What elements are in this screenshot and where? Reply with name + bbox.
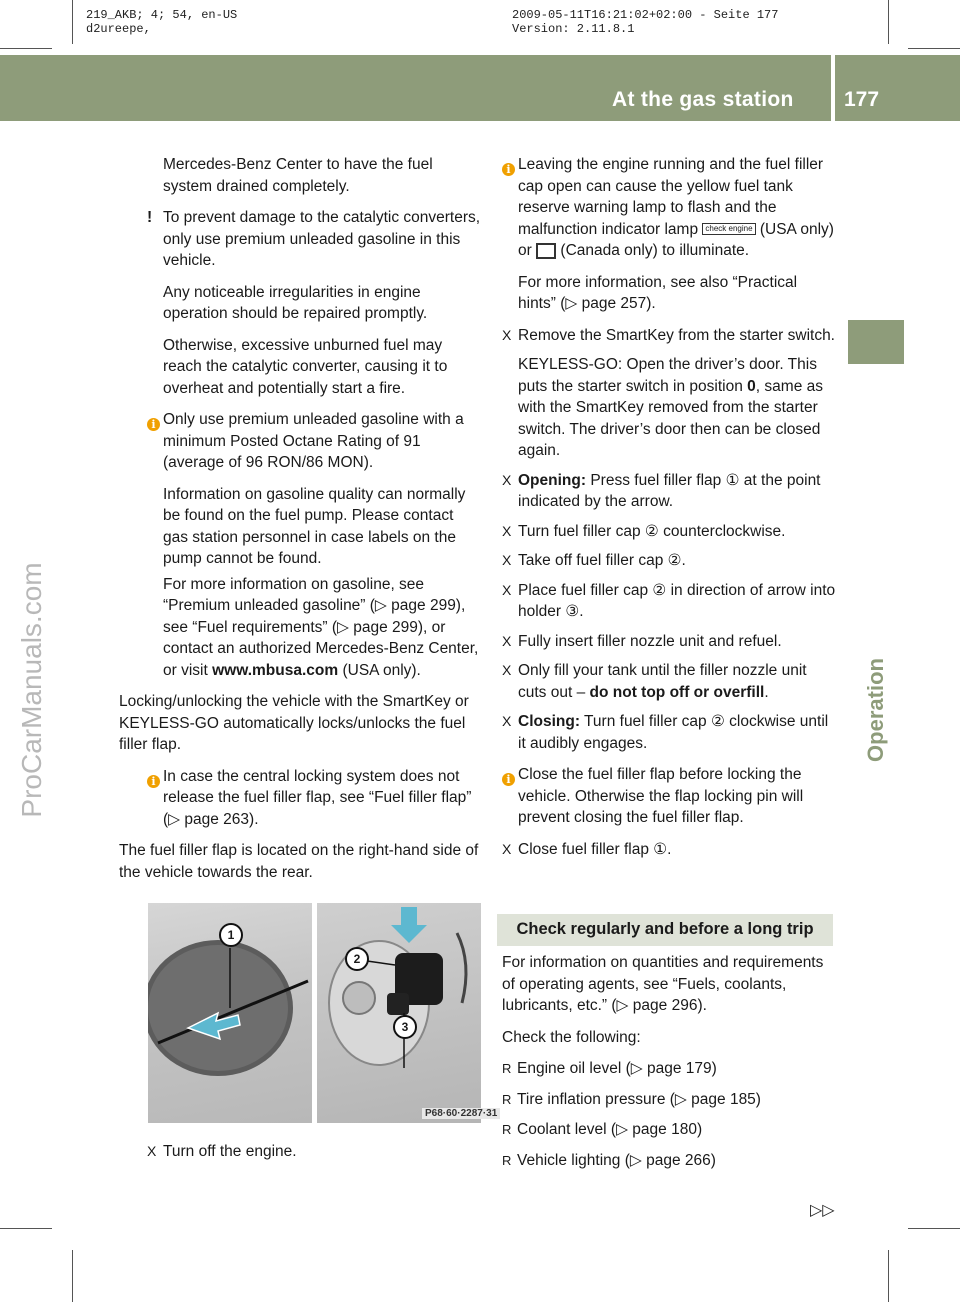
step-take: Take off fuel filler cap ②.	[518, 552, 686, 569]
warning-text-3: Otherwise, excessive unburned fuel may reach the catalytic converter, causing it to overheat and potentially start a fire.	[163, 336, 448, 397]
warning-text-2: Any noticeable irregularities in engine operation should be repaired promptly.	[163, 283, 428, 322]
step-arrow-icon: X	[502, 581, 512, 598]
bullet-item: Vehicle lighting (▷ page 266)	[517, 1151, 716, 1169]
step-opening-block	[502, 470, 836, 513]
step-arrow-icon: X	[502, 713, 512, 729]
callout-1: 1	[219, 923, 243, 947]
step-remove-block	[502, 325, 836, 462]
bullet-icon: R	[502, 1122, 512, 1137]
continued-text-line1: Mercedes-Benz Center to have the fuel	[163, 156, 433, 173]
crop-mark	[72, 1250, 73, 1302]
arrow-down-icon	[391, 907, 427, 943]
check-following: Check the following:	[502, 1028, 641, 1046]
step-turn: Turn fuel filler cap ② counterclockwise.	[518, 522, 786, 540]
page-number: 177	[844, 88, 880, 111]
step-remove-keyless: KEYLESS-GO: Open the driver’s door. This puts the starter switch in position	[518, 356, 817, 395]
crop-mark	[72, 0, 73, 44]
starter-position: 0	[747, 377, 756, 395]
locking-paragraph: Locking/unlocking the vehicle with the SmartKey or KEYLESS-GO automatically locks/unlocks the fuel filler flap.	[119, 693, 469, 753]
bullet-icon: R	[502, 1152, 512, 1168]
left-column	[119, 154, 482, 893]
warning-text-1: To prevent damage to the catalytic converters, only use premium unleaded gasoline in this vehicle.	[163, 209, 481, 269]
warning-block	[147, 207, 482, 399]
step-arrow-icon: X	[502, 662, 512, 678]
step-arrow-icon: X	[147, 1143, 157, 1159]
header-divider	[831, 55, 835, 121]
step-fill-end: .	[764, 683, 769, 701]
crop-mark	[0, 48, 52, 49]
side-tab-label: Operation	[863, 658, 888, 762]
print-meta-right-line1: 2009-05-11T16:21:02+02:00 - Seite 177	[512, 8, 779, 22]
fuel-cap-photo	[317, 903, 481, 1123]
fuel-flap-photo	[148, 903, 312, 1123]
step-insert: Fully insert filler nozzle unit and refuel.	[518, 632, 782, 650]
bullet-icon: R	[502, 1061, 512, 1076]
continued-text-line2: system drained completely.	[163, 177, 350, 195]
bullet-item: Coolant level (▷ page 180)	[517, 1121, 703, 1138]
mbusa-link[interactable]: www.mbusa.com	[212, 661, 339, 679]
callout-2: 2	[345, 947, 369, 971]
print-meta-left	[86, 8, 237, 36]
step-closing-label: Closing:	[518, 713, 580, 730]
info-gasoline-2: Information on gasoline quality can normally be found on the fuel pump. Please contact gas station personnel in case labels on the pump cannot be found.	[163, 485, 466, 567]
info-gasoline-link-suffix: (USA only).	[342, 661, 421, 679]
location-paragraph: The fuel filler flap is located on the right-hand side of the vehicle towards the rear.	[119, 842, 479, 881]
warning-icon: !	[147, 209, 153, 226]
engine-lamp-icon	[536, 243, 556, 259]
step-opening-label: Opening:	[518, 471, 587, 489]
info-block-gasoline	[147, 409, 482, 681]
header-bar	[0, 55, 960, 121]
info-gasoline-3: For more information on gasoline, see “Premium unleaded gasoline” (▷ page 299), see “Fuel requirements” (▷ page 299), or contact an authorized Mercedes-Benz Center, or visit	[163, 575, 479, 679]
info-icon: i	[502, 773, 515, 786]
info-engine-3: (Canada only) to illuminate.	[560, 242, 750, 259]
bullet-item: Tire inflation pressure (▷ page 185)	[517, 1090, 761, 1108]
step-remove: Remove the SmartKey from the starter switch.	[518, 326, 835, 344]
step-arrow-icon: X	[502, 840, 512, 857]
print-meta-left-line1: 219_AKB; 4; 54, en-US	[86, 8, 238, 22]
step-fill: Only fill your tank until the filler nozzle unit cuts out –	[518, 662, 807, 701]
step-place: Place fuel filler cap ② in direction of arrow into holder ③.	[518, 581, 836, 620]
side-tab	[848, 595, 904, 825]
continue-marker: ▷▷	[810, 1202, 835, 1219]
info-block-engine-running	[502, 154, 836, 315]
info-engine-1: Leaving the engine running and the fuel filler cap open can cause the yellow fuel tank reserve warning lamp to flash and the malfunction indicator lamp	[518, 156, 824, 238]
section-heading-box	[497, 914, 833, 946]
step-opening: Press fuel filler flap ① at the point indicated by the arrow.	[518, 471, 821, 510]
page-title: At the gas station	[612, 88, 794, 111]
watermark-text: ProCarManuals.com	[16, 562, 47, 818]
check-intro: For information on quantities and requirements of operating agents, see “Fuels, coolants, lubricants, etc.” (▷ page 296).	[502, 954, 824, 1014]
info-gasoline-1: Only use premium unleaded gasoline with a minimum Posted Octane Rating of 91 (average of 96 RON/86 MON).	[163, 411, 464, 471]
crop-mark	[888, 0, 889, 44]
step-arrow-icon: X	[502, 632, 512, 649]
info-locking: In case the central locking system does not release the fuel filler flap, see “Fuel filler flap” (▷ page 263).	[163, 767, 472, 828]
print-meta-right	[512, 8, 778, 36]
info-icon: i	[502, 163, 515, 176]
step-fill-bold: do not top off or overfill	[589, 683, 765, 701]
step-close: Close fuel filler flap ①.	[518, 840, 672, 858]
crop-mark	[908, 1228, 960, 1229]
check-engine-icon: check engine	[702, 223, 755, 235]
print-meta-right-line2: Version: 2.11.8.1	[512, 22, 635, 36]
crop-mark	[0, 1228, 52, 1229]
info-engine-2: (USA only) or	[518, 220, 834, 259]
section-heading: Check regularly and before a long trip	[516, 920, 814, 938]
step-arrow-icon: X	[502, 326, 512, 343]
bullet-item: Engine oil level (▷ page 179)	[517, 1060, 717, 1077]
image-code: P68·60·2287·31	[422, 1108, 500, 1119]
crop-mark	[888, 1250, 889, 1302]
step-arrow-icon: X	[502, 522, 512, 539]
engine-off-step	[147, 1141, 482, 1171]
step-arrow-icon: X	[502, 552, 512, 568]
step-arrow-icon: X	[502, 471, 512, 488]
crop-mark	[908, 48, 960, 49]
check-section	[502, 952, 836, 1180]
callout-3: 3	[393, 1015, 417, 1039]
info-block-locking	[147, 766, 482, 831]
info-icon: i	[147, 775, 160, 788]
bullet-icon: R	[502, 1091, 512, 1107]
side-tab-marker	[848, 320, 904, 364]
watermark	[0, 562, 82, 818]
step-engine-off: Turn off the engine.	[163, 1143, 297, 1160]
info-close-flap: Close the fuel filler flap before locking the vehicle. Otherwise the flap locking pin will prevent closing the fuel filler flap.	[518, 766, 804, 826]
info-block-close-flap	[502, 764, 836, 829]
print-meta-left-line2: d2ureepe,	[86, 22, 151, 36]
info-icon: i	[147, 418, 160, 431]
step-closing: Turn fuel filler cap ② clockwise until it audibly engages.	[518, 713, 829, 752]
step-remove-keyless-end: , same as with the SmartKey removed from the starter switch. The driver’s door then can be closed again.	[518, 377, 823, 459]
info-engine-4: For more information, see also “Practical hints” (▷ page 257).	[518, 273, 798, 312]
right-column	[502, 154, 836, 868]
